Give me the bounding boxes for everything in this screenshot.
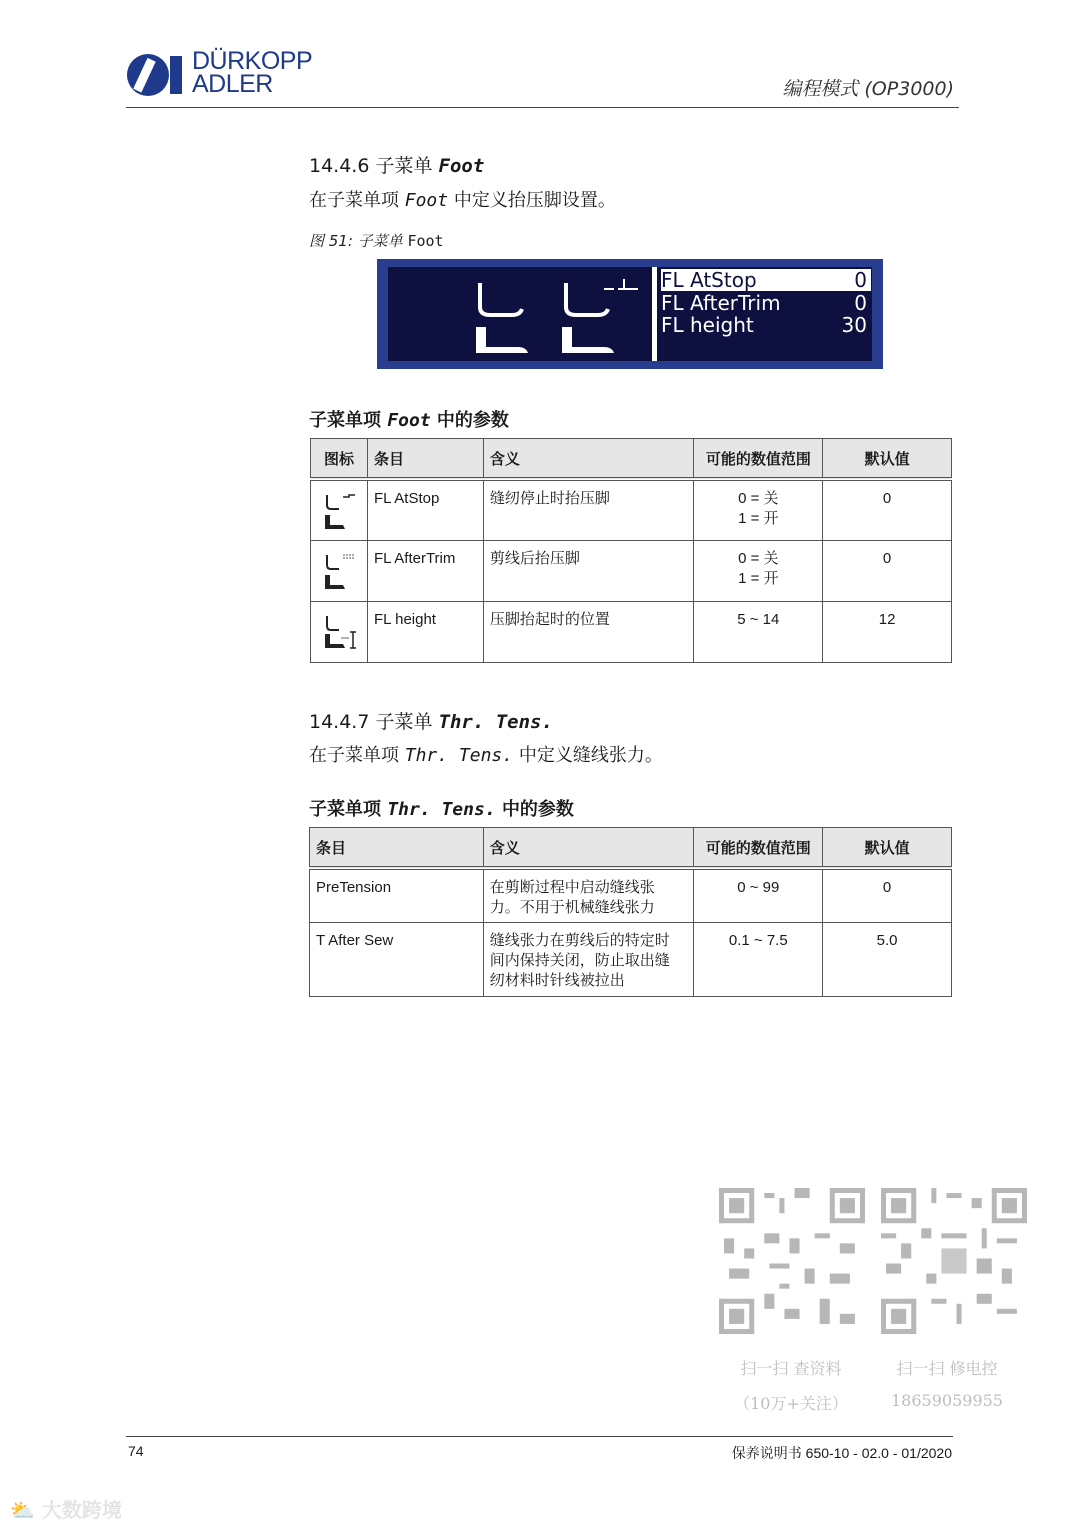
row-default-cell [823,540,952,601]
section-heading-thr-tens [309,707,553,734]
params-title-prefix: 子菜单项 [309,410,381,431]
menu-name: Thr. Tens. [438,711,553,733]
range-text: 1 = 开 [738,569,779,587]
lift-indicator-icon [604,279,638,289]
meaning-text: 在剪断过程中启动缝线张 [489,879,655,896]
params-title-suffix: 中的参数 [501,799,574,820]
foot-height-icon [321,612,361,656]
qr-caption-line: 扫一扫 查资料 [740,1359,842,1378]
row-icon-cell [311,601,368,662]
row-item-cell [310,923,484,997]
qr-caption-line: 扫一扫 修电控 [896,1359,998,1378]
section-number: 14.4.7 子菜单 [309,711,433,733]
item-text: T After Sew [316,932,394,949]
params-title-suffix: 中的参数 [436,410,509,431]
row-item-cell [310,868,484,923]
intro-suffix: 中定义抬压脚设置。 [453,190,616,211]
qr-code-icon [881,1188,1027,1334]
intro-code: Foot [404,190,449,211]
row-range-cell [694,479,823,540]
row-icon-cell [311,479,368,540]
display-row-value: 30 [841,313,867,337]
params-title-thr-tens [309,795,574,821]
foot-plate-icon-2 [562,327,614,353]
row-meaning-cell [483,601,694,662]
item-text: PreTension [316,879,392,896]
row-range-cell [694,923,823,997]
display-divider [652,267,657,361]
row-icon-cell [311,540,368,601]
col-header-default: 默认值 [823,828,952,869]
table-header-row [310,828,952,869]
menu-name: Foot [438,155,485,177]
col-header-meaning: 含义 [483,439,694,480]
row-item-cell [367,479,483,540]
col-header-item: 条目 [367,439,483,480]
default-text: 0 [882,879,892,896]
col-header-range: 可能的数值范围 [694,828,823,869]
range-text: 0 ~ 99 [737,879,780,896]
default-text: 0 [882,490,892,507]
display-row-value: 0 [854,291,867,315]
presser-foot-icons [468,277,648,361]
display-row-fl-atstop[interactable] [661,269,871,291]
default-text: 5.0 [876,932,898,949]
table-row [310,868,952,923]
figure-caption-prefix: 图 51: 子菜单 [309,232,403,250]
display-row-label: FL AtStop [661,268,757,292]
range-text: 0 = 关 [738,549,779,567]
params-title-prefix: 子菜单项 [309,799,381,820]
range-text: 0 = 关 [738,490,779,507]
col-header-range: 可能的数值范围 [694,439,823,480]
item-text: FL AtStop [373,490,440,507]
row-range-cell [694,868,823,923]
meaning-text: 剪线后抬压脚 [489,549,580,567]
row-default-cell [823,868,952,923]
chapter-title: 编程模式 (OP3000) [782,78,954,100]
section-intro-thr-tens [309,741,663,767]
brand-line-1: DÜRKOPP [192,47,313,75]
col-header-icon: 图标 [311,439,368,480]
range-text: 1 = 开 [738,510,779,527]
watermark [10,1494,122,1523]
default-text: 0 [882,549,892,567]
brand-line-2: ADLER [192,70,273,98]
display-row-fl-height[interactable] [661,314,871,336]
section-heading-foot [309,151,484,178]
foot-menu-display [377,259,883,369]
durkopp-adler-logo-icon [126,52,186,98]
foot-after-trim-icon [566,283,608,315]
foot-at-stop-icon [321,491,361,535]
brand-name [192,47,313,98]
meaning-text: 缝纫停止时抬压脚 [489,490,610,507]
display-row-label: FL AfterTrim [661,291,781,315]
row-item-cell [367,540,483,601]
figure-caption [309,230,444,251]
range-text: 0.1 ~ 7.5 [728,932,788,949]
row-meaning-cell [483,923,694,997]
meaning-text: 力。不用于机械缝线张力 [489,899,655,916]
item-text: FL height [373,610,436,628]
params-title-foot [309,406,509,432]
meaning-text: 压脚抬起时的位置 [489,610,610,628]
params-title-code: Thr. Tens. [387,799,496,820]
table-row [311,601,952,662]
range-text: 5 ~ 14 [737,610,780,628]
qr-caption-left [706,1356,876,1414]
item-text: FL AfterTrim [373,549,456,567]
foot-after-trim-icon [321,551,361,595]
row-item-cell [367,601,483,662]
qr-caption-line: 18659059955 [891,1391,1003,1410]
header-divider [126,107,959,108]
row-meaning-cell [483,479,694,540]
thr-tens-params-table [309,827,952,997]
meaning-text: 纫材料时针线被拉出 [489,972,625,989]
col-header-meaning: 含义 [483,828,694,869]
row-default-cell [823,601,952,662]
meaning-text: 缝线张力在剪线后的特定时 [489,932,670,949]
row-range-cell [694,601,823,662]
foot-at-stop-icon [480,283,522,315]
table-row [310,923,952,997]
intro-prefix: 在子菜单项 [309,190,399,211]
foot-params-table [310,438,952,663]
section-number: 14.4.6 子菜单 [309,155,433,177]
intro-code: Thr. Tens. [404,745,514,766]
watermark-logo-icon: ⛅ [10,1498,35,1522]
intro-prefix: 在子菜单项 [309,745,399,766]
col-header-default: 默认值 [823,439,952,480]
row-meaning-cell [483,540,694,601]
display-row-value: 0 [854,268,867,292]
watermark-text: 大数跨境 [41,1498,122,1522]
row-meaning-cell [483,868,694,923]
row-range-cell [694,540,823,601]
default-text: 12 [878,610,896,628]
table-header-row [311,439,952,480]
display-row-label: FL height [661,313,754,337]
figure-caption-code: Foot [407,232,444,250]
display-row-fl-aftertrim[interactable] [661,292,871,314]
footer-divider [126,1436,953,1437]
table-row [311,540,952,601]
section-intro-foot [309,186,616,212]
col-header-item: 条目 [310,828,484,869]
qr-code-icon [719,1188,865,1334]
foot-plate-icon [476,327,528,353]
table-row [311,479,952,540]
intro-suffix: 中定义缝线张力。 [518,745,663,766]
row-default-cell [823,923,952,997]
params-title-code: Foot [387,410,431,431]
row-default-cell [823,479,952,540]
qr-caption-right [862,1356,1032,1410]
meaning-text: 间内保持关闭，防止取出缝 [489,952,670,969]
qr-caption-line: （10万+关注） [734,1394,848,1413]
page-number: 74 [128,1443,144,1459]
document-reference: 保养说明书 650-10 - 02.0 - 01/2020 [731,1445,952,1461]
